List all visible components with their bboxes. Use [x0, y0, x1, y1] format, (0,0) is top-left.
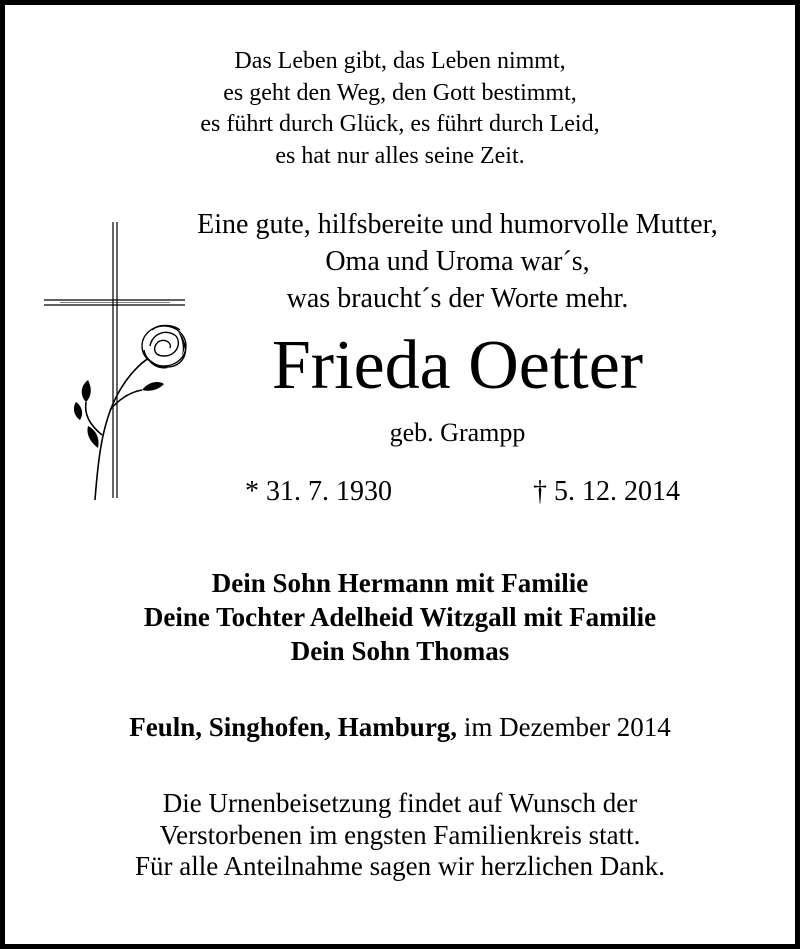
- death-date: † 5. 12. 2014: [533, 476, 680, 507]
- tribute-line: was braucht´s der Worte mehr.: [286, 283, 629, 314]
- notice-line: Die Urnenbeisetzung findet auf Wunsch der: [162, 788, 638, 818]
- family-member: Dein Sohn Thomas: [290, 636, 510, 666]
- poem-line: es führt durch Glück, es führt durch Leid,: [200, 111, 600, 137]
- family-member: Dein Sohn Hermann mit Familie: [211, 568, 589, 598]
- birth-date: * 31. 7. 1930: [245, 476, 392, 507]
- place-and-date: [0, 710, 800, 744]
- poem-line: es hat nur alles seine Zeit.: [275, 142, 525, 169]
- month-year: im Dezember 2014: [463, 712, 671, 742]
- tribute-line: Oma und Uroma war´s,: [325, 246, 590, 277]
- poem-line: Das Leben gibt, das Leben nimmt,: [234, 48, 566, 74]
- tribute-line: Eine gute, hilfsbereite und humorvolle Mutter,: [197, 209, 718, 240]
- places: Feuln, Singhofen, Hamburg,: [129, 712, 458, 742]
- family-list: [0, 566, 800, 668]
- funeral-notice: [0, 788, 800, 883]
- poem: [0, 46, 800, 172]
- poem-line: es geht den Weg, den Gott bestimmt,: [223, 79, 577, 106]
- maiden-name: geb. Grampp: [389, 418, 526, 447]
- deceased-name: Frieda Oetter: [271, 327, 644, 404]
- tribute-text: [160, 206, 755, 317]
- family-member: Deine Tochter Adelheid Witzgall mit Familie: [143, 602, 657, 632]
- notice-line: Für alle Anteilnahme sagen wir herzlichen Dank.: [134, 851, 666, 881]
- notice-line: Verstorbenen im engsten Familienkreis statt.: [159, 819, 641, 850]
